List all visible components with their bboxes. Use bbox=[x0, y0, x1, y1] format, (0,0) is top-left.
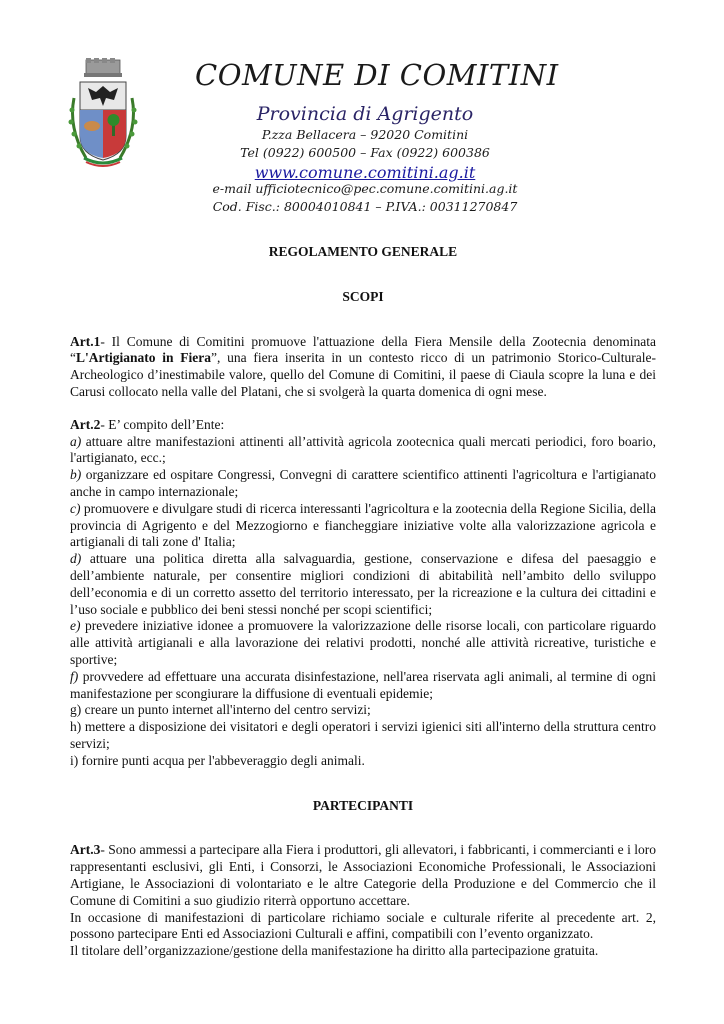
article-3-paragraph-3: Il titolare dell’organizzazione/gestione della manifestazione ha diritto alla partecipazione gratuita. bbox=[70, 943, 599, 959]
article-3 bbox=[70, 842, 656, 909]
article-3-text: - Sono ammessi a partecipare alla Fiera i produttori, gli allevatori, i fabbricanti, i commercianti e i loro rappresentanti esclusivi, gli Enti, i Consorzi, le Associazioni Economiche Professionali, le Associazioni Artigiane, le Associazioni di volontariato e le altre Categorie della Produzione e del Commercio che il Comune di Comitini a suo giudizio riterrà opportuno accettare. bbox=[70, 842, 656, 908]
municipal-crest-icon bbox=[66, 58, 140, 168]
list-item: f) provvedere ad effettuare una accurata disinfestazione, nell'area riservata agli animali, al termine di ogni manifestazione per scongiurare la diffusione di eventuali epidemie; bbox=[70, 668, 656, 701]
article-1-text-b: ”, una fiera inserita in un contesto ricco di un patrimonio Storico-Culturale-Archeologico d’inestimabile valore, quello del Comune di Comitini, il paese di Ciaula scopre la luna e dei Carusi collocato nella valle del Platani, che si svolgerà la quarta domenica di ogni mese. bbox=[70, 350, 656, 399]
list-item: c) promuovere e divulgare studi di ricerca interessanti l'agricoltura e la zootecnia della Regione Sicilia, della provincia di Agrigento e del Mezzogiorno e fiancheggiare iniziative volte alla valorizzazione agricola e artigianali di tali zone d' Italia; bbox=[70, 500, 656, 550]
article-1-fair-name: L'Artigianato in Fiera bbox=[76, 350, 211, 366]
section-title-partecipanti: PARTECIPANTI bbox=[312, 797, 414, 813]
address-line: P.zza Bellacera – 92020 Comitini bbox=[261, 127, 469, 142]
document-body bbox=[70, 244, 656, 960]
article-1-text-a: - Il Comune di Comitini promuove l'attuazione della Fiera Mensile della Zootecnia denominata “ bbox=[70, 333, 656, 366]
fiscal-code-line: Cod. Fisc.: 80004010841 – P.IVA.: 00311270847 bbox=[212, 199, 518, 214]
province-name: Provincia di Agrigento bbox=[256, 103, 474, 125]
email-line: e-mail ufficiotecnico@pec.comune.comitini.ag.it bbox=[212, 181, 518, 196]
list-item: h) mettere a disposizione dei visitatori e degli operatori i servizi igienici siti all'interno della struttura centro servizi; bbox=[70, 719, 656, 751]
list-item: b) organizzare ed ospitare Congressi, Convegni di carattere scientifico attinenti l'agricoltura e l'artigianato anche in campo internazionale; bbox=[70, 467, 656, 499]
document-heading: REGOLAMENTO GENERALE bbox=[268, 244, 458, 259]
article-1 bbox=[70, 334, 656, 401]
article-2-intro-text: - E’ compito dell’Ente: bbox=[100, 416, 225, 432]
list-item: e) prevedere iniziative idonee a promuovere la valorizzazione delle risorse locali, con particolare riguardo alle attività artigianali e alla lavorazione dei relativi prodotti, nonché alle attività ricreative, turistiche e sportive; bbox=[70, 618, 656, 667]
article-1-label: Art.1 bbox=[70, 333, 101, 349]
website-link[interactable]: www.comune.comitini.ag.it bbox=[254, 163, 476, 182]
municipality-title: COMUNE DI COMITINI bbox=[195, 58, 559, 92]
article-2-label: Art.2 bbox=[70, 416, 101, 432]
phone-line: Tel (0922) 600500 – Fax (0922) 600386 bbox=[240, 145, 490, 160]
list-item: i) fornire punti acqua per l'abbeveraggio degli animali. bbox=[70, 752, 365, 768]
section-title-scopi: SCOPI bbox=[342, 288, 384, 304]
list-item: d) attuare una politica diretta alla salvaguardia, gestione, conservazione e difesa del paesaggio e dell’ambiente naturale, per consentire migliori condizioni di abitabilità nell’ambito dello sviluppo dell’economia e di un corretto assetto del territorio interessato, per la ricreazione e la cultura dei cittadini e l’uso sociale e pubblico dei beni stessi nonché per scopi scientifici; bbox=[70, 551, 656, 617]
article-3-paragraph-2: In occasione di manifestazioni di particolare richiamo sociale e culturale riferite al precedente art. 2, possono partecipare Enti ed Associazioni Culturali e affini, compatibili con l’evento organizzato. bbox=[70, 909, 656, 942]
list-item: a) attuare altre manifestazioni attinenti all’attività agricola zootecnica quali mercati periodici, foro boario, l'artigianato, ecc.; bbox=[70, 433, 656, 466]
list-item: g) creare un punto internet all'interno del centro servizi; bbox=[70, 702, 371, 718]
article-3-label: Art.3 bbox=[70, 842, 101, 858]
article-2-intro bbox=[70, 417, 656, 434]
